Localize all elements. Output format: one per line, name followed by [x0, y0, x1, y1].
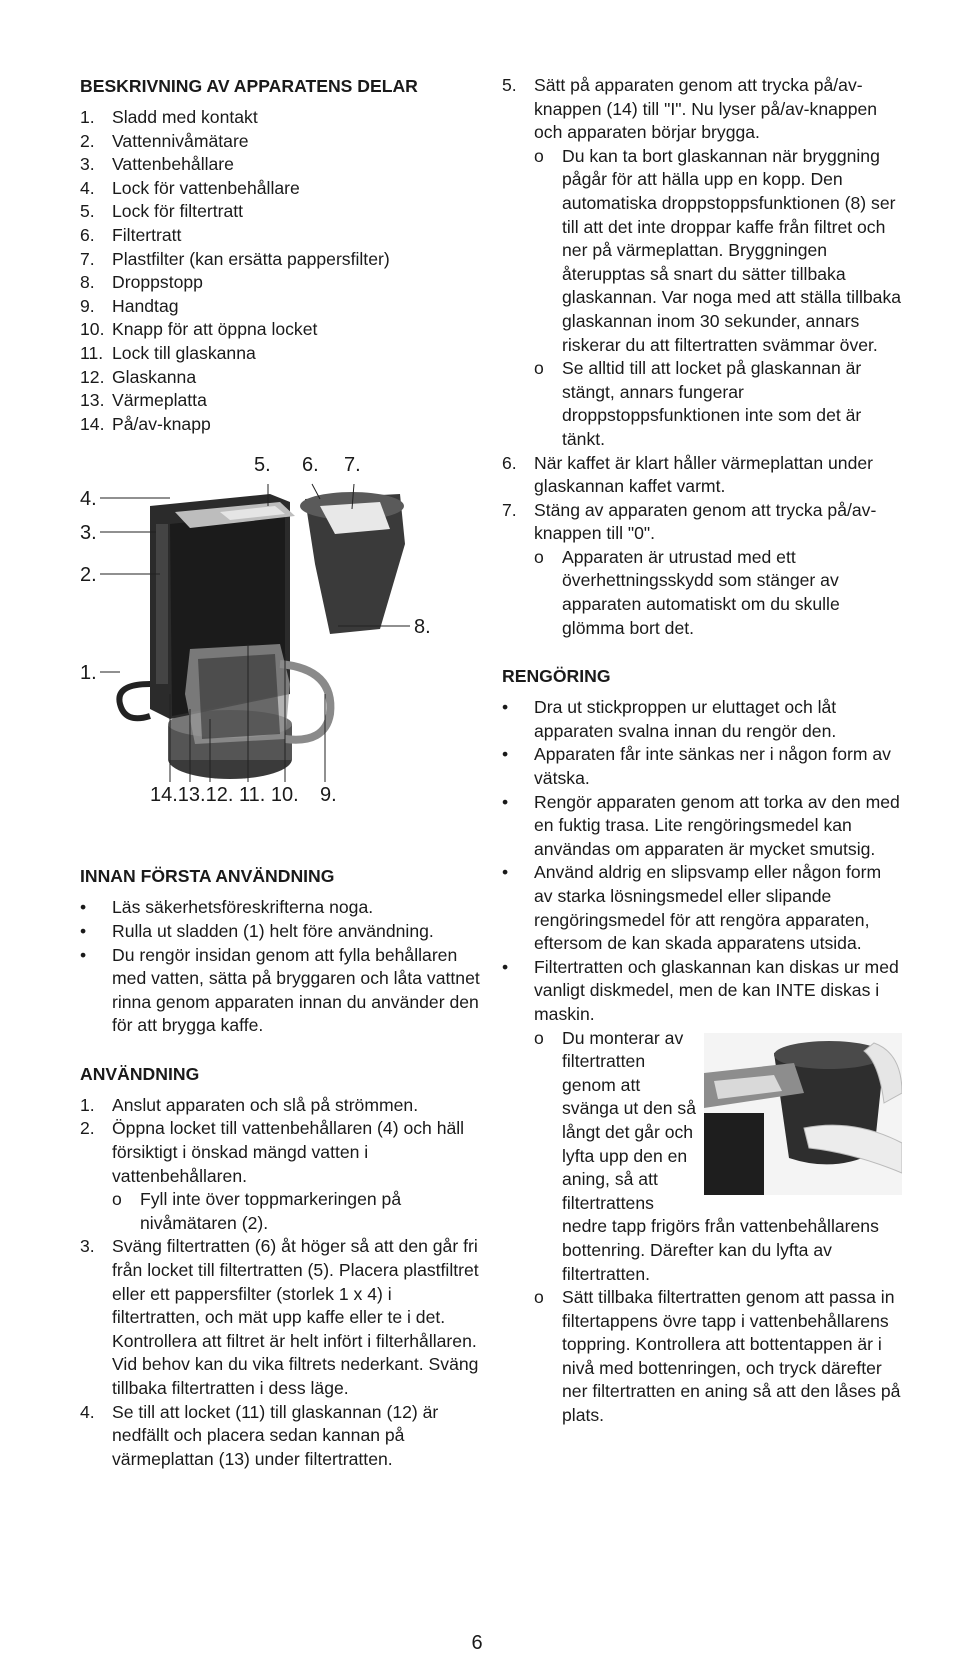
label-6: 6.: [302, 454, 319, 477]
list-item: 5. Sätt på apparaten genom att trycka på/av-knappen (14) till "I". Nu lyser på/av-knappen och apparaten börjar brygga.: [502, 75, 878, 143]
label-4: 4.: [80, 488, 97, 511]
list-item: 1. Anslut apparaten och slå på strömmen.: [80, 1094, 419, 1115]
cleaning-list: [502, 696, 902, 1427]
usage-list: [80, 1094, 480, 1472]
list-item: 6. Filtertratt: [80, 224, 182, 245]
label-5: 5.: [254, 454, 271, 477]
list-item: 5. Lock för filtertratt: [80, 201, 244, 222]
usage-heading: ANVÄNDNING: [80, 1063, 200, 1084]
list-item: 9. Handtag: [80, 295, 179, 316]
coffee-maker-figure: [80, 454, 480, 864]
label-8: 8.: [414, 616, 431, 639]
label-3: 3.: [80, 522, 97, 545]
list-item: 3. Vattenbehållare: [80, 154, 234, 175]
filter-removal-photo: [704, 1033, 902, 1195]
page-number: 6: [471, 1632, 483, 1654]
label-2: 2.: [80, 564, 97, 587]
list-item: 2. Öppna locket till vattenbehållaren (4) och häll försiktigt i önskad mängd vatten i vattenbehållaren.: [80, 1118, 465, 1186]
label-bottom-group: 14.13.12. 11. 10.: [150, 784, 299, 807]
list-item: 8. Droppstopp: [80, 272, 203, 293]
sub-list-item: o Fyll inte över toppmarkeringen på nivåmätaren (2).: [80, 1188, 480, 1235]
sub-list-item: o Du monterar av filtertratten genom att svänga ut den så långt det går och lyfta upp den en aning, så att filtertrattens nedre tapp frigörs från vattenbehållarens bottenring. Därefter kan du lyfta av filtertratten.: [502, 1027, 902, 1287]
list-item: 2. Vattennivåmätare: [80, 130, 249, 151]
label-9: 9.: [320, 784, 337, 807]
usage-list-continued: [502, 74, 902, 640]
list-item: • Läs säkerhetsföreskrifterna noga.: [80, 896, 480, 920]
before-first-use-list: [80, 896, 480, 1038]
sub-list-item: o Sätt tillbaka filtertratten genom att passa in filtertappens övre tapp i vattenbehållarens toppring. Kontrollera att bottentappen är i nivå med bottenringen, och tryck därefter ner filtertratten en aning så att den låses på plats.: [502, 1286, 902, 1428]
list-item: 11. Lock till glaskanna: [80, 342, 256, 363]
list-item: 4. Se till att locket (11) till glaskannan (12) är nedfällt och placera sedan kannan på värmeplattan (13) under filtertratten.: [80, 1401, 439, 1469]
list-item: • Du rengör insidan genom att fylla behållaren med vatten, sätta på bryggaren och låta vattnet rinna genom apparaten innan du använder den för att brygga kaffe.: [80, 944, 480, 1038]
label-7: 7.: [344, 454, 361, 477]
list-item: • Rengör apparaten genom att torka av den med en fuktig trasa. Lite rengöringsmedel kan användas om apparaten är mycket smutsig.: [502, 791, 902, 862]
list-item: 12. Glaskanna: [80, 366, 197, 387]
cleaning-heading: RENGÖRING: [502, 666, 611, 687]
list-item: 3. Sväng filtertratten (6) åt höger så att den går fri från locket till filtertratten (5). Placera plastfiltret eller ett pappersfilter (storlek 1 x 4) i filtertratten, och mät upp kaffe eller te i det. Kontrollera att filtret är helt infört i filterhållaren. Vid behov kan du vika filtrets nederkant. Sväng tillbaka filtertratten i dess läge.: [80, 1236, 479, 1398]
sub-list-item: o Apparaten är utrustad med ett överhettningsskydd som stänger av apparaten automatiskt om du skulle glömma bort det.: [502, 546, 902, 640]
parts-list: [80, 106, 480, 436]
list-item: • Apparaten får inte sänkas ner i någon form av vätska.: [502, 743, 902, 790]
list-item: 10. Knapp för att öppna locket: [80, 319, 318, 340]
list-item: • Dra ut stickproppen ur eluttaget och låt apparaten svalna innan du rengör den.: [502, 696, 902, 743]
list-item: 1. Sladd med kontakt: [80, 107, 258, 127]
list-item: • Rulla ut sladden (1) helt före användning.: [80, 920, 480, 944]
parts-heading: BESKRIVNING AV APPARATENS DELAR: [80, 76, 418, 96]
left-column: [80, 74, 480, 1471]
sub-list-item: o Du kan ta bort glaskannan när bryggning pågår för att hälla upp en kopp. Den automatiska droppstoppsfunktionen (8) ser till att det inte droppar kaffe från filtret och ner på värmeplattan. Bryggningen återupptas så snart du sätter tillbaka glaskannan. Var noga med att ställa tillbaka glaskannan inom 30 sekunder, annars riskerar du att filtertratten svämmar över.: [502, 145, 902, 357]
sub-list-item: o Se alltid till att locket på glaskannan är stängt, annars fungerar droppstoppsfunktionen inte som det är tänkt.: [502, 357, 902, 451]
list-item: 7. Stäng av apparaten genom att trycka på/av-knappen till "0".: [502, 499, 877, 544]
list-item: 7. Plastfilter (kan ersätta pappersfilter): [80, 248, 390, 269]
list-item: 4. Lock för vattenbehållare: [80, 177, 300, 198]
list-item: 6. När kaffet är klart håller värmeplattan under glaskannan kaffet varmt.: [502, 452, 874, 497]
list-item: • Filtertratten och glaskannan kan diskas ur med vanligt diskmedel, men de kan INTE diskas i maskin.: [502, 956, 902, 1027]
label-1: 1.: [80, 662, 97, 685]
before-first-use-heading: INNAN FÖRSTA ANVÄNDNING: [80, 866, 335, 887]
right-column: [502, 74, 902, 1428]
list-item: • Använd aldrig en slipsvamp eller någon form av starka lösningsmedel eller slipande rengöringsmedel för att rengöra apparaten, eftersom de kan skada apparatens utsida.: [502, 861, 902, 955]
list-item: 14. På/av-knapp: [80, 413, 211, 434]
list-item: 13. Värmeplatta: [80, 390, 207, 411]
